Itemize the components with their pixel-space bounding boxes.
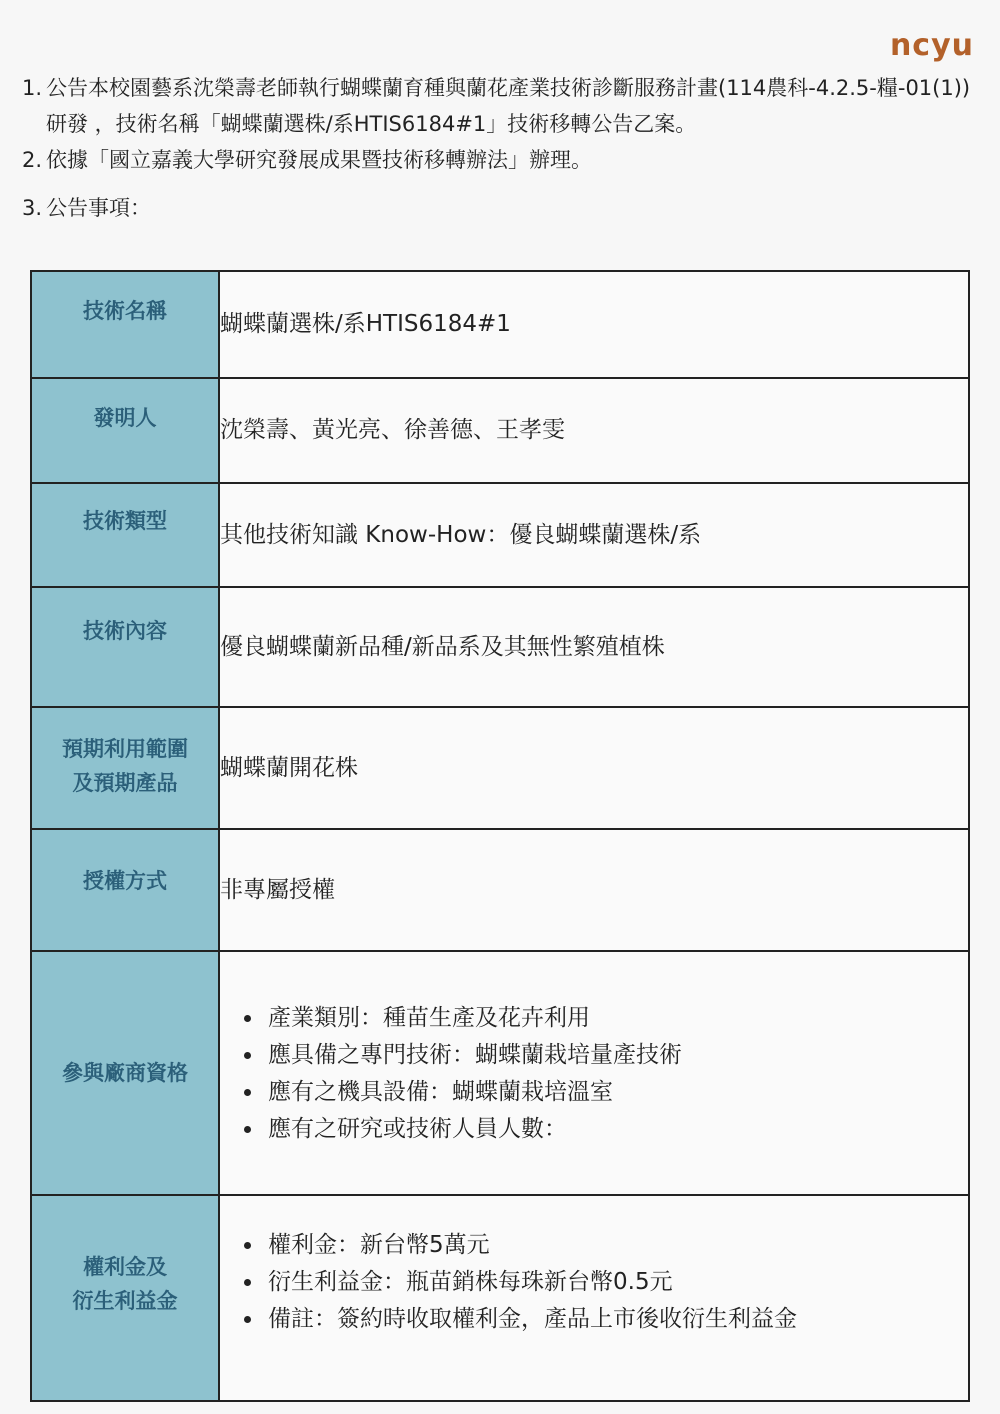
list-item: • 應具備之專門技術：蝴蝶蘭栽培量產技術 <box>264 1037 968 1074</box>
list-item: • 產業類別：種苗生產及花卉利用 <box>264 1000 968 1037</box>
intro-item-text: 依據「國立嘉義大學研究發展成果暨技術移轉辦法」辦理。 <box>46 148 592 172</box>
intro-item-number: 3. <box>22 196 43 220</box>
table-row-inventors <box>31 378 969 483</box>
intro-item-2 <box>22 142 982 178</box>
table-row-license <box>31 829 969 951</box>
tech-type-value: 其他技術知識 Know-How：優良蝴蝶蘭選株/系 <box>219 483 969 587</box>
expected-use-label-line2: 及預期產品 <box>72 771 178 795</box>
royalty-value <box>219 1195 969 1401</box>
tech-name-label: 技術名稱 <box>31 271 219 378</box>
tech-type-label: 技術類型 <box>31 483 219 587</box>
qualification-list <box>220 1000 968 1148</box>
royalty-label-line1: 權利金及 <box>83 1255 167 1279</box>
qualification-value <box>219 951 969 1195</box>
list-item: • 權利金：新台幣5萬元 <box>264 1227 968 1264</box>
license-value: 非專屬授權 <box>219 829 969 951</box>
table-row-expected-use <box>31 707 969 829</box>
ncyu-logo: ncyu <box>889 28 974 63</box>
intro-item-1 <box>22 70 982 142</box>
inventors-label: 發明人 <box>31 378 219 483</box>
expected-use-value: 蝴蝶蘭開花株 <box>219 707 969 829</box>
royalty-label-line2: 衍生利益金 <box>72 1289 178 1313</box>
list-item: • 應有之機具設備：蝴蝶蘭栽培溫室 <box>264 1074 968 1111</box>
intro-item-number: 1. <box>22 76 43 100</box>
inventors-value: 沈榮壽、黃光亮、徐善德、王孝雯 <box>219 378 969 483</box>
table-row-tech-type <box>31 483 969 587</box>
intro-item-text: 公告本校園藝系沈榮壽老師執行蝴蝶蘭育種與蘭花產業技術診斷服務計畫(114農科-4.2.5-糧-01(1))研發 ，技術名稱「蝴蝶蘭選株/系HTIS6184#1」技術移轉公告乙案。 <box>46 76 971 136</box>
qualification-label: 參與廠商資格 <box>31 951 219 1195</box>
intro-item-number: 2. <box>22 148 43 172</box>
tech-name-value: 蝴蝶蘭選株/系HTIS6184#1 <box>219 271 969 378</box>
expected-use-label-line1: 預期利用範圍 <box>62 737 188 761</box>
intro-item-3 <box>22 190 982 226</box>
list-item: • 應有之研究或技術人員人數： <box>264 1111 968 1148</box>
royalty-list <box>220 1227 968 1338</box>
intro-item-text: 公告事項： <box>46 196 151 220</box>
table-row-tech-name <box>31 271 969 378</box>
license-label: 授權方式 <box>31 829 219 951</box>
list-item: • 衍生利益金：瓶苗銷株每珠新台幣0.5元 <box>264 1264 968 1301</box>
table-row-qualification <box>31 951 969 1195</box>
table-row-royalty <box>31 1195 969 1401</box>
royalty-label <box>31 1195 219 1401</box>
tech-content-label: 技術內容 <box>31 587 219 707</box>
tech-content-value: 優良蝴蝶蘭新品種/新品系及其無性繁殖植株 <box>219 587 969 707</box>
list-item: • 備註：簽約時收取權利金，產品上市後收衍生利益金 <box>264 1301 968 1338</box>
tech-transfer-table <box>30 270 970 1402</box>
announcement-intro <box>22 70 982 226</box>
expected-use-label <box>31 707 219 829</box>
table-row-tech-content <box>31 587 969 707</box>
